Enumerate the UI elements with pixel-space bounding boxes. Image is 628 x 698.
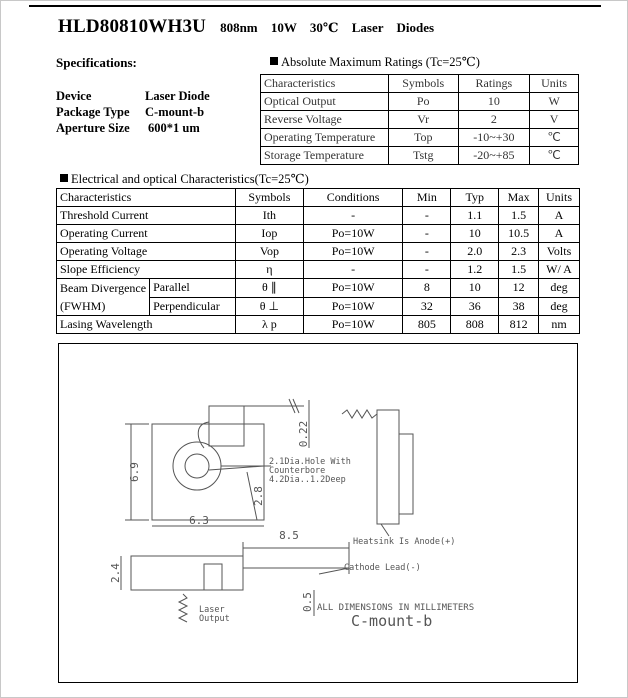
heatsink-note: Heatsink Is Anode(+) [353,537,456,547]
table-cell: 1.1 [451,207,499,225]
bottom-view-chip [204,564,222,590]
hole-note-3: 4.2Dia..1.2Deep [269,475,346,485]
bullet-square-icon [270,57,278,65]
electrical-title [60,171,309,187]
table-cell: 805 [403,316,451,334]
table-cell: 10.5 [499,225,539,243]
table-cell: Optical Output [261,93,389,111]
table-cell: - [403,261,451,279]
table-header: Symbols [388,75,458,93]
table-row [261,129,579,147]
table-cell: Perpendicular [150,297,236,316]
table-cell: 808 [451,316,499,334]
table-cell: 32 [403,297,451,316]
table-header: Characteristics [57,189,236,207]
table-cell: - [403,243,451,261]
table-cell: 2.0 [451,243,499,261]
table-cell: deg [539,297,580,316]
table-cell: Lasing Wavelength [57,316,236,334]
dim-side-label: 2.4 [109,563,122,583]
bullet-square-icon [60,174,68,182]
spec-aperture-label: Aperture Size [56,121,130,135]
table-cell: Po [388,93,458,111]
table-cell: θ ⊥ [235,297,303,316]
table-cell: Po=10W [303,316,403,334]
table-cell: Storage Temperature [261,147,389,165]
table-cell: nm [539,316,580,334]
table-row [57,261,580,279]
beam-label-line-1: Beam Divergence [60,281,147,295]
absolute-max-table [260,74,579,165]
table-cell: Volts [539,243,580,261]
electrical-title-text: Electrical and optical Characteristics(Tc=25℃) [71,172,309,186]
table-row [57,243,580,261]
table-cell: 8 [403,279,451,298]
absolute-max-title-text: Absolute Maximum Ratings (Tc=25℃) [281,55,480,69]
dim-hole-label: 2.8 [252,486,265,506]
table-header: Min [403,189,451,207]
table-cell: - [303,261,403,279]
table-cell: 1.2 [451,261,499,279]
dim-top-label: 0.22 [297,420,310,448]
units-note: ALL DIMENSIONS IN MILLIMETERS [317,603,475,613]
table-cell: 10 [451,279,499,298]
table-header: Typ [451,189,499,207]
table-cell: Vr [388,111,458,129]
table-header-row [261,75,579,93]
page-title [58,16,434,38]
table-cell: 2 [458,111,530,129]
table-cell: - [303,207,403,225]
table-row [57,225,580,243]
table-cell: - [403,207,451,225]
spec-package-label: Package Type [56,105,130,119]
table-row [57,207,580,225]
spec-package-value: C-mount-b [145,105,205,119]
table-cell: Po=10W [303,243,403,261]
spec-aperture-value: 600*1 um [148,121,200,135]
table-cell: Top [388,129,458,147]
table-row [57,279,580,298]
table-header: Conditions [303,189,403,207]
dim-length-label: 8.5 [279,529,299,542]
table-cell: 38 [499,297,539,316]
table-header: Units [539,189,580,207]
table-cell: 812 [499,316,539,334]
table-cell: Threshold Current [57,207,236,225]
table-cell: Vop [235,243,303,261]
spec-device-value: Laser Diode [145,89,210,103]
table-cell: 12 [499,279,539,298]
specifications-heading: Specifications: [56,55,137,70]
beam-label-line-2: (FWHM) [60,299,106,313]
table-cell: Tstg [388,147,458,165]
table-header: Symbols [235,189,303,207]
table-cell: η [235,261,303,279]
table-cell: Reverse Voltage [261,111,389,129]
laser-output-arrow [179,594,187,622]
heatsink-leader [381,524,389,536]
side-view-body [377,410,399,524]
side-view-block [399,434,413,514]
mount-hole-counterbore [173,442,221,490]
bottom-view-body [131,556,243,590]
table-cell: Slope Efficiency [57,261,236,279]
package-drawing-svg [59,344,579,684]
table-row [57,316,580,334]
table-cell: - [403,225,451,243]
spec-device-label: Device [56,89,92,103]
table-cell: V [530,111,579,129]
table-cell: Po=10W [303,297,403,316]
electrical-table [56,188,580,334]
table-cell: A [539,225,580,243]
table-cell: W [530,93,579,111]
beam-divergence-label [57,279,150,316]
hole-note-2: Counterbore [269,466,326,476]
dim-height-label: 6.9 [128,462,141,482]
table-cell: -10~+30 [458,129,530,147]
table-cell: ℃ [530,129,579,147]
laser-label-1: Laser [199,605,225,615]
table-cell: 2.3 [499,243,539,261]
table-cell: W/ A [539,261,580,279]
table-cell: A [539,207,580,225]
table-cell: -20~+85 [458,147,530,165]
package-drawing [58,343,578,683]
table-cell: Ith [235,207,303,225]
package-name-label: C-mount-b [351,612,433,630]
table-cell: Operating Temperature [261,129,389,147]
table-cell: 36 [451,297,499,316]
absolute-max-title [270,54,480,70]
table-cell: 1.5 [499,261,539,279]
table-cell: Po=10W [303,225,403,243]
part-number: HLD80810WH3U [58,16,207,37]
table-row [261,147,579,165]
mount-hole [185,454,209,478]
side-view-spring [342,410,377,418]
table-row [261,111,579,129]
table-cell: Parallel [150,279,236,298]
table-cell: Operating Voltage [57,243,236,261]
table-header: Units [530,75,579,93]
table-cell: θ ∥ [235,279,303,298]
table-header: Characteristics [261,75,389,93]
table-cell: deg [539,279,580,298]
table-cell: λ p [235,316,303,334]
cathode-note: Cathode Lead(-) [344,563,421,573]
table-cell: 1.5 [499,207,539,225]
table-cell: 10 [451,225,499,243]
table-header: Ratings [458,75,530,93]
laser-label-2: Output [199,614,230,624]
table-cell: Po=10W [303,279,403,298]
dim-lead-label: 0.5 [301,592,314,612]
dim-width-label: 6.3 [189,514,209,527]
table-row [261,93,579,111]
hole-note-1: 2.1Dia.Hole With [269,457,351,467]
table-cell: 10 [458,93,530,111]
table-header-row [57,189,580,207]
table-cell: ℃ [530,147,579,165]
table-header: Max [499,189,539,207]
table-cell: Iop [235,225,303,243]
table-cell: Operating Current [57,225,236,243]
front-view-chip [209,406,244,446]
title-subtitle: 808nm 10W 30℃ Laser Diodes [220,20,435,35]
top-rule [29,5,601,7]
